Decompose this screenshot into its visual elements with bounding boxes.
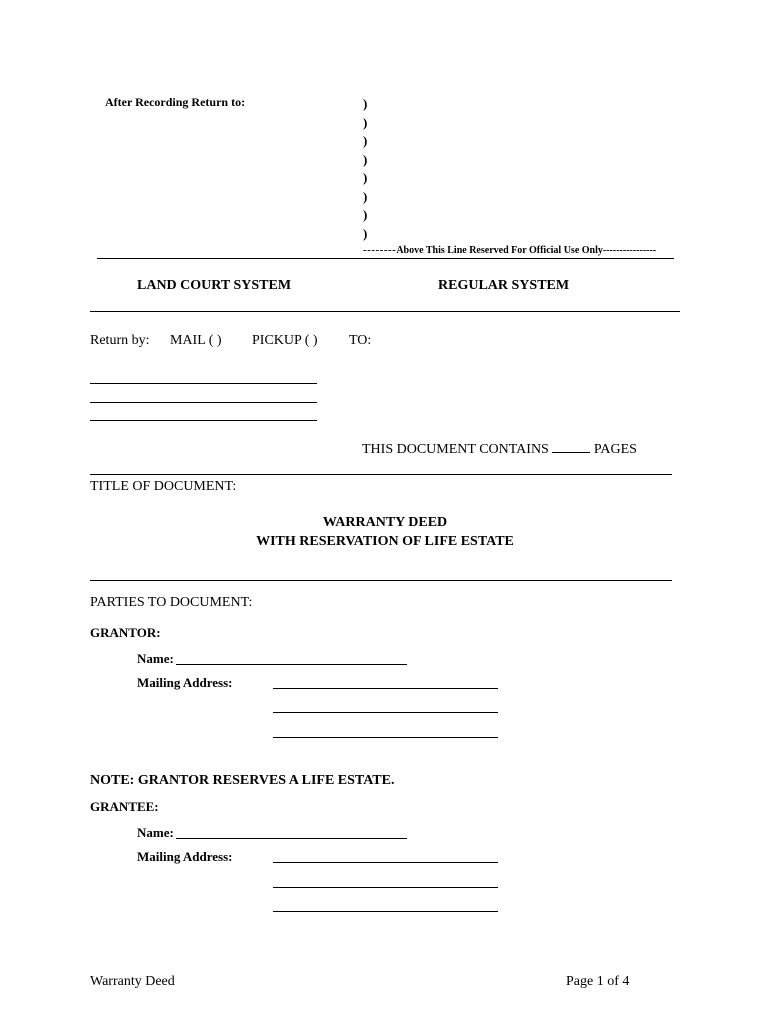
title-of-document-label: TITLE OF DOCUMENT: <box>90 479 237 494</box>
return-to-label: TO: <box>349 333 372 348</box>
return-address-line[interactable] <box>90 402 317 403</box>
footer-document-name: Warranty Deed <box>90 974 175 989</box>
return-by-pickup-option[interactable]: PICKUP ( ) <box>252 333 318 348</box>
grantor-name-label: Name: <box>137 651 174 666</box>
after-recording-label: After Recording Return to: <box>105 95 246 109</box>
paren-mark: ) <box>363 207 368 222</box>
grantor-address-line[interactable] <box>273 737 498 738</box>
parties-label: PARTIES TO DOCUMENT: <box>90 595 253 610</box>
grantor-heading: GRANTOR: <box>90 625 161 640</box>
page-count-blank[interactable] <box>552 452 590 453</box>
return-address-line[interactable] <box>90 420 317 421</box>
page-count-statement <box>362 442 637 458</box>
grantor-address-line[interactable] <box>273 712 498 713</box>
footer-page-number: Page 1 of 4 <box>566 974 630 989</box>
page-count-suffix: PAGES <box>593 442 637 457</box>
land-court-system-label: LAND COURT SYSTEM <box>137 278 292 293</box>
grantee-address-line[interactable] <box>273 911 498 912</box>
grantor-address-line[interactable] <box>273 688 498 689</box>
paren-mark: ) <box>363 225 368 241</box>
reserved-note <box>363 244 656 256</box>
grantee-name-label: Name: <box>137 825 174 840</box>
paren-mark: ) <box>363 114 368 130</box>
grantee-address-line[interactable] <box>273 887 498 888</box>
reserved-dashes: -------- <box>363 244 397 256</box>
grantor-name-line[interactable] <box>176 664 407 665</box>
document-title-line2: WITH RESERVATION OF LIFE ESTATE <box>256 534 514 549</box>
reserved-text: Above This Line Reserved For Official Use Only---------------- <box>396 245 657 256</box>
grantee-name-line[interactable] <box>176 838 407 839</box>
reserved-divider <box>97 258 674 259</box>
paren-mark: ) <box>363 170 368 185</box>
life-estate-note: NOTE: GRANTOR RESERVES A LIFE ESTATE. <box>90 773 395 788</box>
grantee-address-label: Mailing Address: <box>137 849 233 864</box>
paren-mark: ) <box>363 188 368 204</box>
return-by-mail-option[interactable]: MAIL ( ) <box>170 333 222 348</box>
page-count-prefix: THIS DOCUMENT CONTAINS <box>362 442 549 457</box>
regular-system-label: REGULAR SYSTEM <box>438 278 570 293</box>
grantee-address-line[interactable] <box>273 862 498 863</box>
return-address-line[interactable] <box>90 383 317 384</box>
paren-mark: ) <box>363 96 368 111</box>
systems-divider <box>90 311 680 312</box>
paren-mark: ) <box>363 133 368 148</box>
grantor-address-label: Mailing Address: <box>137 675 233 690</box>
title-divider <box>90 474 672 475</box>
grantee-heading: GRANTEE: <box>90 799 159 814</box>
paren-mark: ) <box>363 151 368 167</box>
return-by-label: Return by: <box>90 333 150 348</box>
document-title-line1: WARRANTY DEED <box>322 515 448 530</box>
parties-divider <box>90 580 672 581</box>
